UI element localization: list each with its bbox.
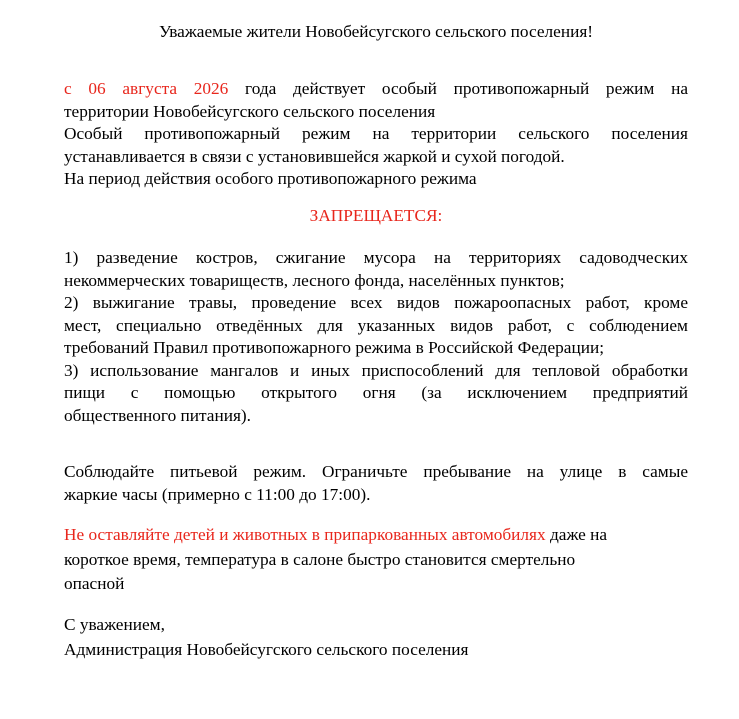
rule-3-line-2: пищи с помощью открытого огня (за исключением предприятий — [64, 383, 688, 402]
rule-2-line-1: 2) выжигание травы, проведение всех видов пожароопасных работ, кроме — [64, 293, 688, 312]
rule-2-line-3: требований Правил противопожарного режима в Российской Федерации; — [64, 338, 605, 357]
car-warning-line-1-text: даже на — [545, 525, 608, 544]
rules-list — [64, 247, 688, 427]
rule-2-line-2: мест, специально отведённых для указанных видов работ, с соблюдением — [64, 315, 688, 335]
intro-line-3: Особый противопожарный режим на территории сельского поселения — [64, 124, 688, 143]
heat-advice-line-1: Соблюдайте питьевой режим. Ограничьте пребывание на улице в самые — [64, 462, 688, 481]
heat-advice-line-2: жаркие часы (примерно с 11:00 до 17:00). — [64, 484, 371, 504]
ban-start-date: с 06 августа 2026 — [64, 79, 229, 98]
intro-line-4: устанавливается в связи с установившейся жаркой и сухой погодой. — [64, 146, 565, 166]
intro-paragraph — [64, 78, 688, 191]
car-warning-line-2: короткое время, температура в салоне быстро становится смертельно — [64, 549, 576, 569]
rule-1-line-1: 1) разведение костров, сжигание мусора на территориях садоводческих — [64, 248, 688, 267]
signature-greeting: С уважением, — [64, 615, 165, 634]
heat-advice-paragraph — [64, 461, 688, 506]
car-warning-line-1 — [64, 523, 664, 548]
rule-3-line-1: 3) использование мангалов и иных приспособлений для тепловой обработки — [64, 360, 688, 380]
signature-block — [64, 613, 664, 662]
car-warning-emphasis: Не оставляйте детей и животных в припаркованных автомобилях — [64, 525, 546, 544]
document-title: Уважаемые жители Новобейсугского сельского поселения! — [158, 22, 594, 41]
intro-line-2: территории Новобейсугского сельского поселения — [64, 101, 436, 121]
signature-organization: Администрация Новобейсугского сельского поселения — [64, 639, 469, 659]
intro-line-5: На период действия особого противопожарного режима — [64, 169, 477, 188]
rule-1-line-2: некоммерческих товариществ, лесного фонда, населённых пунктов; — [64, 270, 565, 290]
intro-line-1 — [64, 78, 688, 101]
rule-3-line-3: общественного питания). — [64, 405, 251, 425]
car-warning-line-3: опасной — [64, 574, 125, 593]
prohibited-heading: ЗАПРЕЩАЕТСЯ: — [309, 206, 443, 225]
car-warning-paragraph — [64, 523, 664, 597]
intro-line-1-text: года действует особый противопожарный режим на — [228, 79, 689, 98]
